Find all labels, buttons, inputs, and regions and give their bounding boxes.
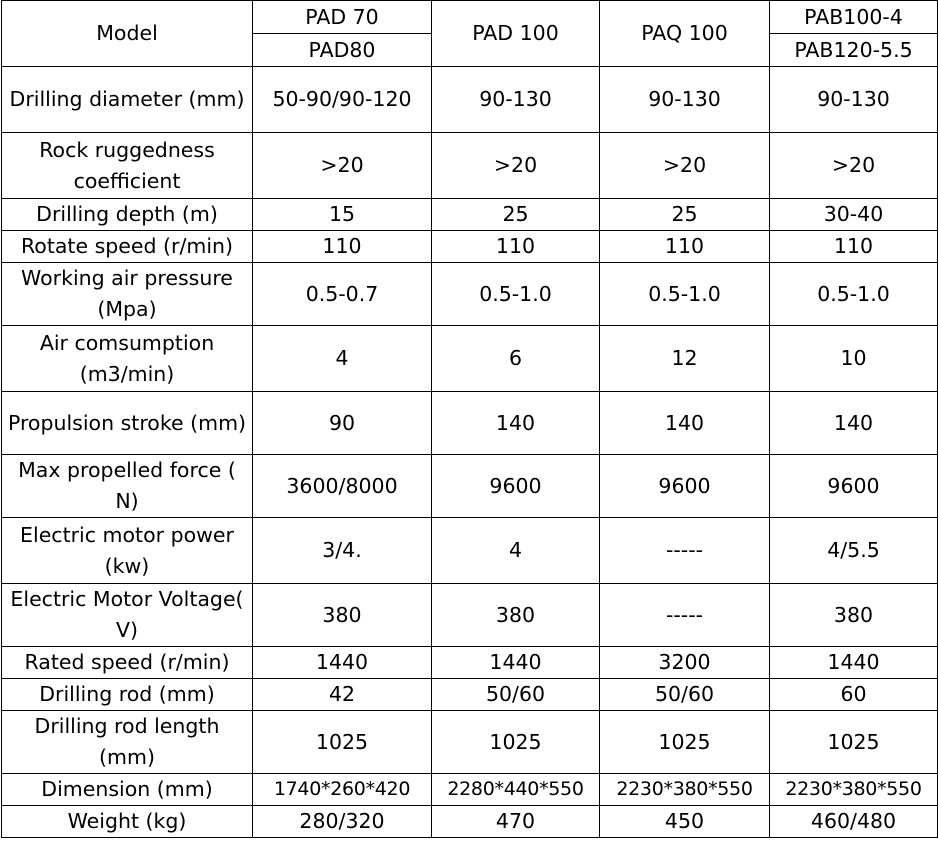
table-cell: 110: [253, 231, 432, 263]
table-cell: 1025: [253, 711, 432, 774]
model-pab120-5-5: PAB120-5.5: [770, 34, 938, 67]
row-label: Electric Motor Voltage( V): [2, 584, 253, 647]
row-label: Dimension (mm): [2, 774, 253, 806]
table-row: [2, 392, 938, 455]
table-cell: 9600: [432, 455, 600, 518]
table-cell: 60: [770, 679, 938, 711]
table-cell: 2280*440*550: [432, 774, 600, 806]
table-cell: 9600: [600, 455, 770, 518]
table-row: [2, 455, 938, 518]
table-row: [2, 679, 938, 711]
table-cell: 10: [770, 326, 938, 392]
table-cell: 4: [253, 326, 432, 392]
table-cell: 0.5-1.0: [432, 263, 600, 326]
table-cell: 90: [253, 392, 432, 455]
table-cell: 1440: [253, 647, 432, 679]
model-pad70: PAD 70: [253, 1, 432, 34]
table-cell: 140: [600, 392, 770, 455]
row-label: Drilling diameter (mm): [2, 67, 253, 133]
table-cell: 15: [253, 199, 432, 231]
table-cell: 3600/8000: [253, 455, 432, 518]
table-cell: 1025: [770, 711, 938, 774]
table-cell: 110: [600, 231, 770, 263]
row-label: Max propelled force ( N): [2, 455, 253, 518]
row-label: Air comsumption (m3/min): [2, 326, 253, 392]
table-cell: 380: [770, 584, 938, 647]
table-row: [2, 199, 938, 231]
table-cell: 90-130: [600, 67, 770, 133]
row-label: Working air pressure (Mpa): [2, 263, 253, 326]
table-row: [2, 518, 938, 584]
table-cell: 50/60: [600, 679, 770, 711]
table-cell: >20: [253, 133, 432, 199]
table-cell: >20: [432, 133, 600, 199]
table-cell: 460/480: [770, 806, 938, 838]
table-cell: -----: [600, 518, 770, 584]
specifications-table: [1, 0, 938, 838]
table-row: [2, 774, 938, 806]
table-cell: >20: [770, 133, 938, 199]
table-cell: 140: [770, 392, 938, 455]
model-pab100-4: PAB100-4: [770, 1, 938, 34]
row-label: Electric motor power (kw): [2, 518, 253, 584]
row-label: Drilling rod (mm): [2, 679, 253, 711]
table-cell: 1025: [600, 711, 770, 774]
table-cell: 1440: [432, 647, 600, 679]
table-row: [2, 711, 938, 774]
model-header-label: Model: [2, 1, 253, 67]
table-cell: 0.5-0.7: [253, 263, 432, 326]
row-label: Rated speed (r/min): [2, 647, 253, 679]
table-cell: 280/320: [253, 806, 432, 838]
table-cell: 9600: [770, 455, 938, 518]
table-cell: 50/60: [432, 679, 600, 711]
table-cell: >20: [600, 133, 770, 199]
table-cell: 42: [253, 679, 432, 711]
table-cell: 1025: [432, 711, 600, 774]
table-cell: 0.5-1.0: [770, 263, 938, 326]
table-cell: 12: [600, 326, 770, 392]
table-row: [2, 231, 938, 263]
model-pad100: PAD 100: [432, 1, 600, 67]
table-cell: 25: [432, 199, 600, 231]
table-row: [2, 133, 938, 199]
table-cell: 25: [600, 199, 770, 231]
table-cell: 50-90/90-120: [253, 67, 432, 133]
model-paq100: PAQ 100: [600, 1, 770, 67]
table-cell: 4/5.5: [770, 518, 938, 584]
table-cell: 6: [432, 326, 600, 392]
table-cell: 1440: [770, 647, 938, 679]
model-pad80: PAD80: [253, 34, 432, 67]
row-label: Drilling depth (m): [2, 199, 253, 231]
table-cell: -----: [600, 584, 770, 647]
table-cell: 110: [770, 231, 938, 263]
table-row: [2, 67, 938, 133]
row-label: Rotate speed (r/min): [2, 231, 253, 263]
table-cell: 470: [432, 806, 600, 838]
table-row: [2, 584, 938, 647]
row-label: Drilling rod length (mm): [2, 711, 253, 774]
row-label: Weight (kg): [2, 806, 253, 838]
table-cell: 380: [432, 584, 600, 647]
table-row: [2, 647, 938, 679]
table-cell: 450: [600, 806, 770, 838]
table-cell: 4: [432, 518, 600, 584]
table-row: [2, 326, 938, 392]
table-cell: 380: [253, 584, 432, 647]
table-cell: 3/4.: [253, 518, 432, 584]
table-cell: 90-130: [770, 67, 938, 133]
table-cell: 2230*380*550: [600, 774, 770, 806]
table-cell: 110: [432, 231, 600, 263]
table-cell: 30-40: [770, 199, 938, 231]
row-label: Rock ruggedness coefficient: [2, 133, 253, 199]
row-label: Propulsion stroke (mm): [2, 392, 253, 455]
table-cell: 1740*260*420: [253, 774, 432, 806]
table-cell: 2230*380*550: [770, 774, 938, 806]
table-row: [2, 263, 938, 326]
table-header-row: [2, 1, 938, 34]
table-cell: 3200: [600, 647, 770, 679]
table-cell: 140: [432, 392, 600, 455]
table-cell: 90-130: [432, 67, 600, 133]
table-cell: 0.5-1.0: [600, 263, 770, 326]
table-row: [2, 806, 938, 838]
